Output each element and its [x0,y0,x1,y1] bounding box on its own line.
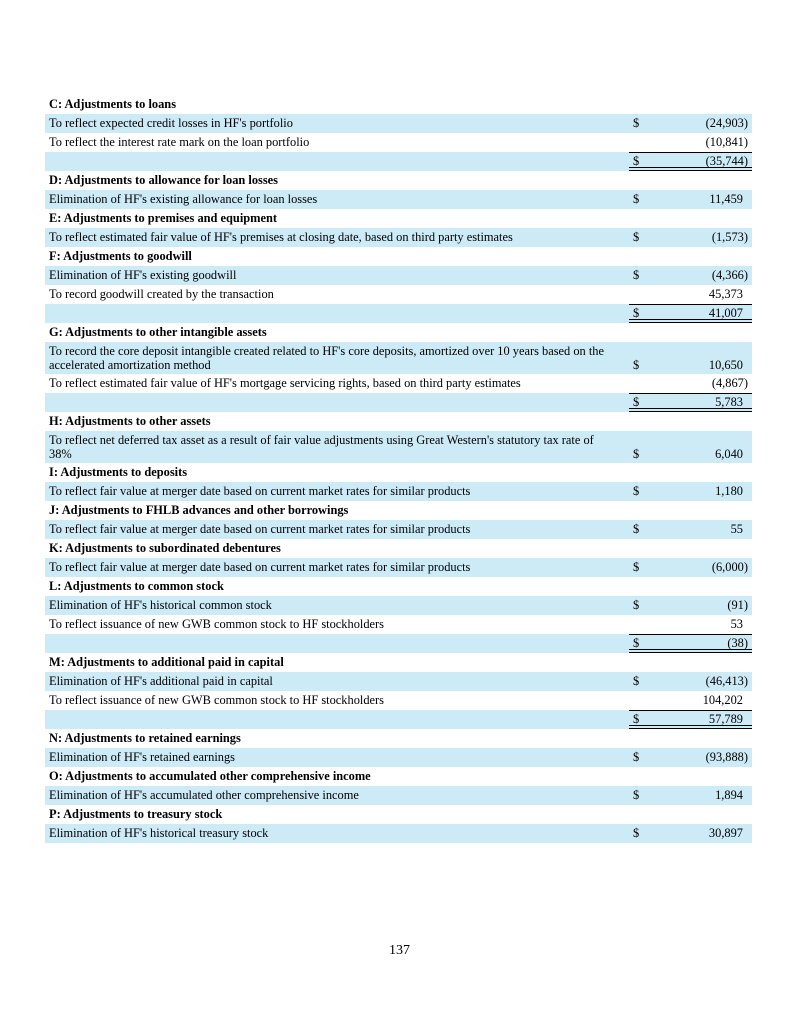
row-label: To reflect estimated fair value of HF's mortgage servicing rights, based on third party estimates [49,376,521,390]
total-rule [629,304,752,305]
currency-symbol: $ [633,522,640,536]
row-amount: 104,202 [702,693,743,707]
heading-text: N: Adjustments to retained earnings [49,731,241,745]
heading-text: O: Adjustments to accumulated other comprehensive income [49,769,371,783]
row-label: Elimination of HF's existing allowance for loan losses [49,192,318,206]
total-row [45,152,752,171]
section-heading-n [45,729,752,748]
section-heading-c [45,95,752,114]
section-heading-k [45,539,752,558]
section-heading-i [45,463,752,482]
row-amount: 6,040 [715,447,743,461]
currency-symbol: $ [633,560,640,574]
currency-symbol: $ [633,395,640,409]
currency-symbol: $ [633,447,640,461]
heading-text: J: Adjustments to FHLB advances and other borrowings [49,503,349,517]
table-row [45,228,752,247]
total-amount: 5,783 [715,395,743,409]
row-amount: (1,573) [711,230,748,244]
row-label: Elimination of HF's accumulated other comprehensive income [49,788,359,802]
row-label: To record goodwill created by the transaction [49,287,274,301]
row-label: To reflect net deferred tax asset as a result of fair value adjustments using Great Western's statutory tax rate of 38% [49,433,594,461]
table-row [45,786,752,805]
row-amount: 30,897 [708,826,743,840]
section-heading-j [45,501,752,520]
currency-symbol: $ [633,598,640,612]
section-heading-m [45,653,752,672]
heading-text: C: Adjustments to loans [49,97,177,111]
total-rule [629,634,752,635]
row-label: To reflect the interest rate mark on the loan portfolio [49,135,310,149]
table-row [45,824,752,843]
section-heading-f [45,247,752,266]
currency-symbol: $ [633,484,640,498]
total-amount: (38) [727,636,748,650]
table-row [45,266,752,285]
table-row [45,691,752,710]
row-label: To reflect issuance of new GWB common stock to HF stockholders [49,693,384,707]
page-number: 137 [389,943,410,958]
table-row [45,558,752,577]
currency-symbol: $ [633,358,640,372]
heading-text: I: Adjustments to deposits [49,465,188,479]
row-amount: 10,650 [708,358,743,372]
currency-symbol: $ [633,192,640,206]
currency-symbol: $ [633,712,640,726]
table-row [45,133,752,152]
row-amount: (10,841) [705,135,748,149]
heading-text: P: Adjustments to treasury stock [49,807,223,821]
section-heading-o [45,767,752,786]
row-label: To reflect fair value at merger date based on current market rates for similar products [49,560,471,574]
row-label: Elimination of HF's historical common stock [49,598,272,612]
table-row [45,482,752,501]
heading-text: E: Adjustments to premises and equipment [49,211,277,225]
table-row [45,374,752,393]
row-label: Elimination of HF's existing goodwill [49,268,237,282]
section-heading-p [45,805,752,824]
heading-text: F: Adjustments to goodwill [49,249,192,263]
currency-symbol: $ [633,116,640,130]
heading-text: M: Adjustments to additional paid in capital [49,655,284,669]
total-rule [629,393,752,394]
row-label: To reflect fair value at merger date based on current market rates for similar products [49,484,471,498]
row-amount: (93,888) [705,750,748,764]
row-amount: 45,373 [708,287,743,301]
row-amount: (4,366) [711,268,748,282]
section-heading-d [45,171,752,190]
total-amount: (35,744) [705,154,748,168]
total-amount: 57,789 [708,712,743,726]
heading-text: G: Adjustments to other intangible assets [49,325,267,339]
total-row [45,393,752,412]
row-label: To reflect estimated fair value of HF's premises at closing date, based on third party estimates [49,230,513,244]
table-row [45,285,752,304]
section-heading-h [45,412,752,431]
currency-symbol: $ [633,826,640,840]
section-heading-g [45,323,752,342]
currency-symbol: $ [633,636,640,650]
table-row [45,596,752,615]
heading-text: D: Adjustments to allowance for loan losses [49,173,278,187]
adjustments-table [45,95,752,843]
row-amount: 1,894 [715,788,743,802]
row-amount: 11,459 [709,192,743,206]
table-row [45,672,752,691]
table-row [45,114,752,133]
row-amount: (24,903) [705,116,748,130]
row-label: To reflect expected credit losses in HF's portfolio [49,116,293,130]
row-amount: (6,000) [711,560,748,574]
heading-text: H: Adjustments to other assets [49,414,211,428]
table-row [45,190,752,209]
total-row [45,710,752,729]
row-label: To record the core deposit intangible created related to HF's core deposits, amortized over 10 years based on the accelerated amortization method [49,344,604,372]
total-row [45,304,752,323]
table-row [45,615,752,634]
currency-symbol: $ [633,154,640,168]
row-amount: 1,180 [715,484,743,498]
currency-symbol: $ [633,268,640,282]
section-heading-e [45,209,752,228]
row-amount: (91) [727,598,748,612]
row-label: To reflect issuance of new GWB common stock to HF stockholders [49,617,384,631]
row-label: Elimination of HF's retained earnings [49,750,235,764]
currency-symbol: $ [633,306,640,320]
table-row [45,431,752,463]
currency-symbol: $ [633,750,640,764]
table-row [45,342,752,374]
row-amount: 53 [730,617,743,631]
row-amount: (46,413) [705,674,748,688]
heading-text: K: Adjustments to subordinated debentures [49,541,281,555]
section-heading-l [45,577,752,596]
row-amount: 55 [730,522,743,536]
row-label: Elimination of HF's additional paid in capital [49,674,273,688]
table-row [45,520,752,539]
currency-symbol: $ [633,674,640,688]
row-label: Elimination of HF's historical treasury stock [49,826,269,840]
currency-symbol: $ [633,230,640,244]
row-label: To reflect fair value at merger date based on current market rates for similar products [49,522,471,536]
total-rule [629,152,752,153]
total-amount: 41,007 [708,306,743,320]
row-amount: (4,867) [711,376,748,390]
total-row [45,634,752,653]
total-rule [629,710,752,711]
currency-symbol: $ [633,788,640,802]
heading-text: L: Adjustments to common stock [49,579,224,593]
table-row [45,748,752,767]
